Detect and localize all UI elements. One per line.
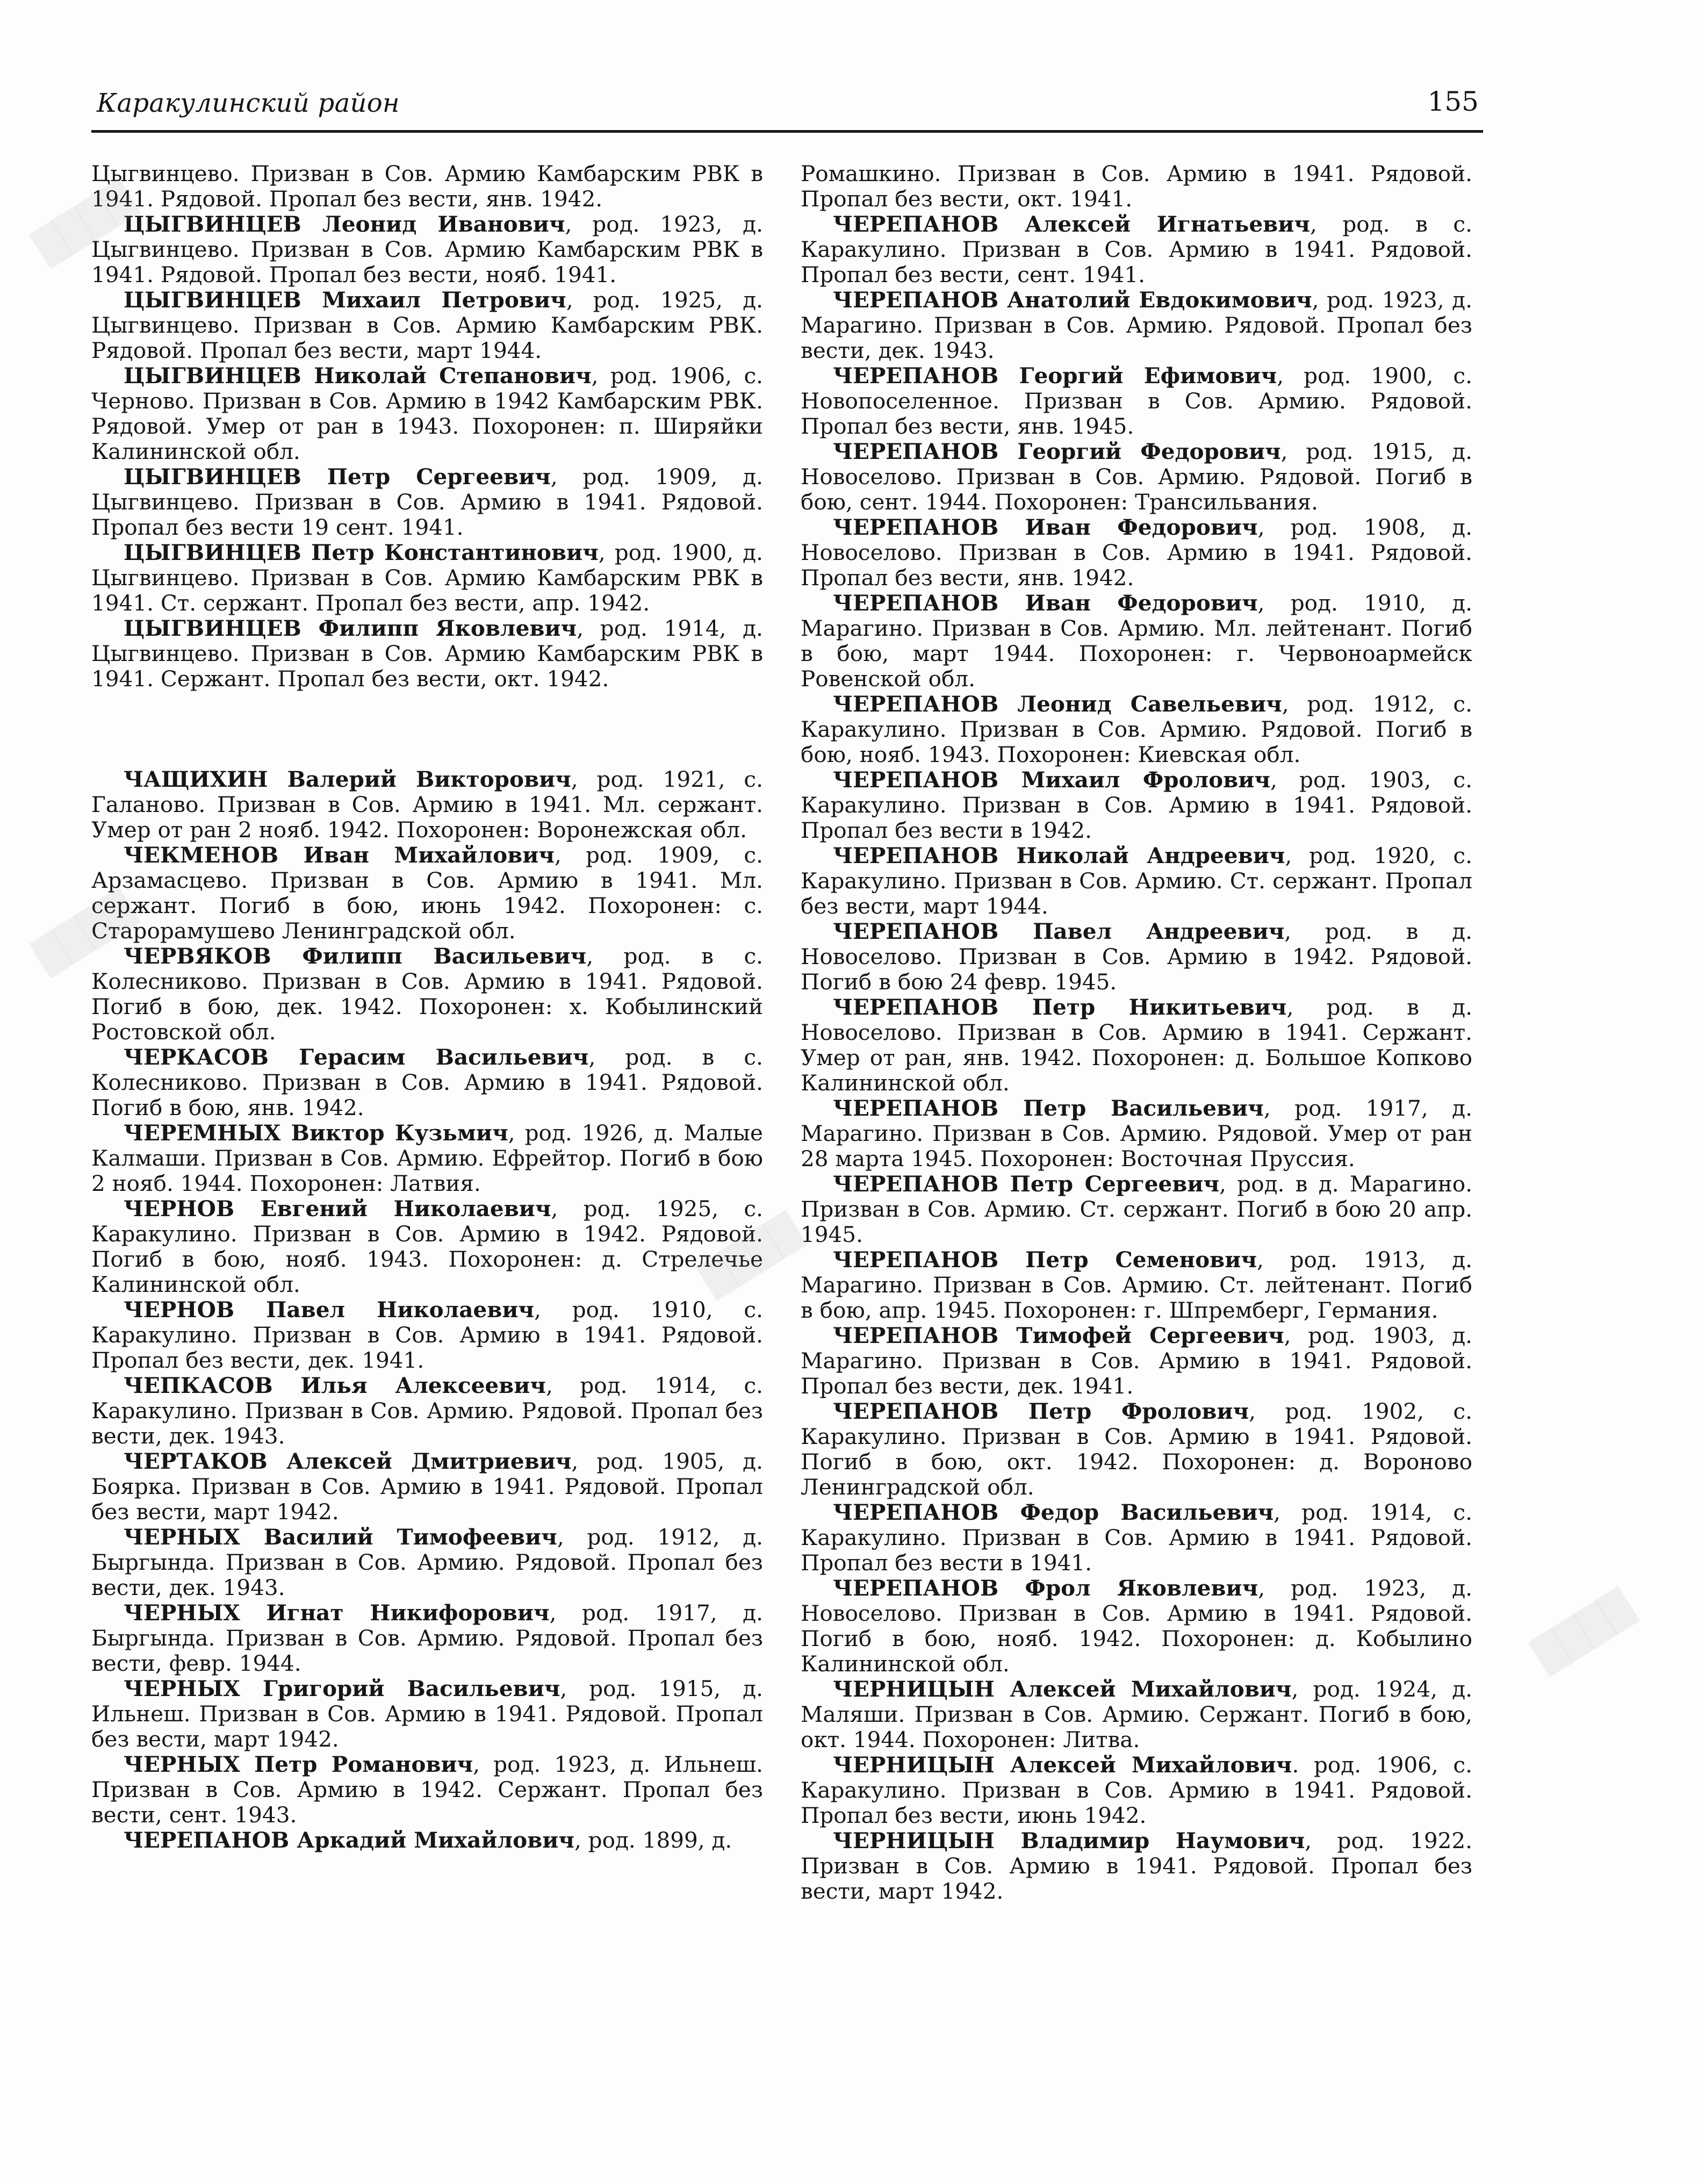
entry <box>801 995 1472 1096</box>
entry <box>91 464 763 540</box>
entry <box>801 515 1472 591</box>
entry-name: ЧЕРЕПАНОВ Петр Васильевич <box>833 1095 1264 1121</box>
entry-text: , род. 1908, д. Новоселово. Призван в Сов. Армию в 1941. Рядовой. Пропал без вести, янв. 1942. <box>801 514 1472 591</box>
entry-name: ЧЕРНИЦЫН Владимир Наумович <box>833 1828 1305 1853</box>
entry <box>801 1677 1472 1752</box>
entry-text: , род. 1915, д. Ильнеш. Призван в Сов. Армию в 1941. Рядовой. Пропал без вести, март 1942. <box>91 1676 763 1752</box>
entry-name: ЧЕРЕПАНОВ Павел Андреевич <box>833 918 1285 944</box>
watermark: ████ <box>30 888 141 979</box>
right-column <box>801 161 1472 1904</box>
entry <box>801 1323 1472 1399</box>
entry-name: ЧЕРЕМНЫХ Виктор Кузьмич <box>124 1120 508 1146</box>
entry <box>801 767 1472 843</box>
entry-text: , род. 1913, д. Марагино. Призван в Сов. Армию. Ст. лейтенант. Погиб в бою, апр. 1945. Похоронен: г. Шпремберг, Германия. <box>801 1247 1473 1323</box>
entry <box>91 161 763 212</box>
entry <box>91 1600 763 1676</box>
entry-name: ЧЕРВЯКОВ Филипп Васильевич <box>124 943 587 969</box>
entry-name: ЧЕКМЕНОВ Иван Михайлович <box>124 842 555 868</box>
entry-text: , род. 1923, д. Новоселово. Призван в Сов. Армию в 1941. Рядовой. Погиб в бою, нояб. 1942. Похоронен: д. Кобылино Калининской обл. <box>801 1575 1473 1677</box>
entry-name: ЧЕРЕПАНОВ Иван Федорович <box>833 590 1258 616</box>
entry <box>91 1297 763 1373</box>
entry-text: , род. 1924, д. Маляши. Призван в Сов. Армию. Сержант. Погиб в бою, окт. 1944. Похоронен: Литва. <box>801 1676 1473 1752</box>
entry-text: , род. 1903, д. Марагино. Призван в Сов. Армию в 1941. Рядовой. Пропал без вести, дек. 1941. <box>801 1323 1473 1399</box>
entry-name: ЧЕРЕПАНОВ Аркадий Михайлович <box>124 1827 574 1853</box>
entry <box>801 1576 1472 1677</box>
entry-name: ЧЕРНЫХ Петр Романович <box>124 1751 473 1777</box>
entry <box>801 1172 1472 1247</box>
entry-name: ЧЕРНОВ Павел Николаевич <box>124 1297 535 1323</box>
entry-text: , род. в с. Колесниково. Призван в Сов. Армию в 1941. Рядовой. Погиб в бою, янв. 1942. <box>91 1044 763 1120</box>
entry-text: , род. 1926, д. Малые Калмаши. Призван в Сов. Армию. Ефрейтор. Погиб в бою 2 нояб. 1944. Похоронен: Латвия. <box>91 1120 763 1196</box>
entry-name: ЧЕРНОВ Евгений Николаевич <box>124 1196 551 1222</box>
watermark: ████ <box>30 179 141 269</box>
entry <box>801 1096 1472 1172</box>
entry-name: ЧЕРЕПАНОВ Тимофей Сергеевич <box>833 1323 1284 1348</box>
entry <box>801 161 1472 212</box>
entry-text: , род. 1921, с. Галаново. Призван в Сов. Армию в 1941. Мл. сержант. Умер от ран 2 нояб. 1942. Похоронен: Воронежская обл. <box>91 766 763 843</box>
entry-text: , род. 1914, с. Каракулино. Призван в Сов. Армию в 1941. Рядовой. Пропал без вести в 1941. <box>801 1499 1472 1576</box>
entry <box>801 919 1472 995</box>
entry <box>801 591 1472 692</box>
entry <box>801 1399 1472 1500</box>
entry-text: , род. 1910, с. Каракулино. Призван в Сов. Армию в 1941. Рядовой. Пропал без вести, дек. 1941. <box>91 1297 763 1373</box>
entry-text: , род. 1906, с. Черново. Призван в Сов. Армию в 1942 Камбарским РВК. Рядовой. Умер от ран в 1943. Похоронен: п. Ширяйки Калининской обл. <box>91 363 763 464</box>
entry-text: , род. 1912, д. Быргында. Призван в Сов. Армию. Рядовой. Пропал без вести, дек. 1943. <box>91 1524 764 1600</box>
entry-name: ЧЕРНИЦЫН Алексей Михайлович <box>833 1676 1292 1702</box>
entry-name: ЧЕРЕПАНОВ Федор Васильевич <box>833 1499 1274 1525</box>
entry-text: , род. 1923, д. Ильнеш. Призван в Сов. Армию в 1942. Сержант. Пропал без вести, сент. 1943. <box>91 1751 764 1828</box>
entry <box>801 1752 1472 1828</box>
entry-text: , род. 1909, д. Цыгвинцево. Призван в Сов. Армию в 1941. Рядовой. Пропал без вести 19 сент. 1941. <box>91 464 763 540</box>
entry-name: ЦЫГВИНЦЕВ Николай Степанович <box>124 363 592 389</box>
entry <box>91 1373 763 1449</box>
entry-text: , род. 1910, д. Марагино. Призван в Сов. Армию. Мл. лейтенант. Погиб в бою, март 1944. Похоронен: г. Червоноармейск Ровенской обл. <box>801 590 1472 692</box>
entry-text: , род. 1902, с. Каракулино. Призван в Сов. Армию в 1941. Рядовой. Погиб в бою, окт. 1942. Похоронен: д. Вороново Ленинградской обл. <box>801 1398 1472 1500</box>
entry-text: , род. 1917, д. Марагино. Призван в Сов. Армию. Рядовой. Умер от ран 28 марта 1945. Похоронен: Восточная Пруссия. <box>801 1095 1472 1172</box>
entry <box>91 540 763 616</box>
entry <box>91 363 763 464</box>
entry-name: ЧЕРЕПАНОВ Петр Семенович <box>833 1247 1257 1273</box>
entry <box>91 944 763 1045</box>
entry-text: , род. 1925, д. Цыгвинцево. Призван в Сов. Армию Камбарским РВК. Рядовой. Пропал без вести, март 1944. <box>91 287 763 363</box>
entry-name: ЦЫГВИНЦЕВ Петр Константинович <box>124 540 599 565</box>
entry-name: ЧЕРЕПАНОВ Георгий Ефимович <box>833 363 1277 389</box>
entry-name: ЧЕРНИЦЫН Алексей Михайлович <box>833 1752 1292 1778</box>
entry-name: ЧЕРНЫХ Василий Тимофеевич <box>124 1524 557 1550</box>
entry <box>801 363 1472 439</box>
entry-text: , род. 1917, д. Быргында. Призван в Сов. Армию. Рядовой. Пропал без вести, февр. 1944. <box>91 1600 763 1676</box>
entry <box>801 288 1472 363</box>
entry-text: , род. 1905, д. Боярка. Призван в Сов. Армию в 1941. Рядовой. Пропал без вести, март 1942. <box>91 1448 763 1525</box>
entry-text: , род. 1899, д. <box>574 1827 732 1853</box>
section-gap <box>91 692 763 767</box>
entry <box>91 212 763 288</box>
entry-name: ЧЕРКАСОВ Герасим Васильевич <box>124 1044 589 1070</box>
entry <box>91 288 763 363</box>
entry <box>91 1120 763 1196</box>
entry-name: ЧАЩИХИН Валерий Викторович <box>124 766 571 792</box>
entry-name: ЧЕРНЫХ Григорий Васильевич <box>124 1676 560 1701</box>
entry <box>801 1247 1472 1323</box>
watermark: ████ <box>696 1211 807 1301</box>
entry-name: ЧЕРЕПАНОВ Петр Фролович <box>833 1398 1249 1424</box>
entry-text: , род. 1920, с. Каракулино. Призван в Сов. Армию. Ст. сержант. Пропал без вести, март 1944. <box>801 843 1472 919</box>
entry <box>801 1828 1472 1904</box>
entry <box>801 439 1472 515</box>
section-title: Каракулинский район <box>97 88 400 118</box>
entry-text: , род. 1900, д. Цыгвинцево. Призван в Сов. Армию Камбарским РВК в 1941. Ст. сержант. Пропал без вести, апр. 1942. <box>91 540 763 616</box>
page-number: 155 <box>1427 86 1479 117</box>
entry <box>801 212 1472 288</box>
entry-text: , род. 1912, с. Каракулино. Призван в Сов. Армию. Рядовой. Погиб в бою, нояб. 1943. Похоронен: Киевская обл. <box>801 691 1472 767</box>
entry-name: ЧЕПКАСОВ Илья Алексеевич <box>124 1373 546 1398</box>
page-header <box>91 81 1483 133</box>
entry-name: ЧЕРНЫХ Игнат Никифорович <box>124 1600 550 1626</box>
left-column <box>91 161 763 1853</box>
entry <box>801 843 1472 919</box>
entry-name: ЧЕРЕПАНОВ Михаил Фролович <box>833 767 1270 793</box>
entry <box>91 843 763 944</box>
entry-text: Цыгвинцево. Призван в Сов. Армию Камбарским РВК в 1941. Рядовой. Пропал без вести, янв. 1942. <box>91 161 763 212</box>
entry-name: ЦЫГВИНЦЕВ Михаил Петрович <box>124 287 566 313</box>
entry-text: , род. 1925, с. Каракулино. Призван в Сов. Армию в 1942. Рядовой. Погиб в бою, нояб. 1943. Похоронен: д. Стрелечье Калининской обл. <box>91 1196 763 1297</box>
entry-name: ЦЫГВИНЦЕВ Филипп Яковлевич <box>124 615 577 641</box>
entry-text: , род. в с. Колесниково. Призван в Сов. Армию в 1941. Рядовой. Погиб в бою, дек. 1942. Похоронен: х. Кобылинский Ростовской обл. <box>91 943 763 1045</box>
entry <box>801 692 1472 767</box>
entry-text: , род. 1909, с. Арзамасцево. Призван в Сов. Армию в 1941. Мл. сержант. Погиб в бою, июнь 1942. Похоронен: с. Старорамушево Ленинградской обл. <box>91 842 763 944</box>
entry <box>91 1196 763 1297</box>
entry-text: , род. в с. Каракулино. Призван в Сов. Армию в 1941. Рядовой. Пропал без вести, сент. 1941. <box>801 211 1472 288</box>
entry-text: , род. 1923, д. Марагино. Призван в Сов. Армию. Рядовой. Пропал без вести, дек. 1943. <box>801 287 1472 363</box>
entry <box>91 1828 763 1853</box>
entry-text: , род. 1922. Призван в Сов. Армию в 1941. Рядовой. Пропал без вести, март 1942. <box>801 1828 1472 1904</box>
entry-text: , род. в д. Марагино. Призван в Сов. Армию. Ст. сержант. Погиб в бою 20 апр. 1945. <box>801 1171 1472 1247</box>
entry <box>91 1045 763 1120</box>
entry-name: ЧЕРЕПАНОВ Анатолий Евдокимович <box>833 287 1312 313</box>
entry-name: ЧЕРЕПАНОВ Фрол Яковлевич <box>833 1575 1258 1601</box>
entry-text: , род. в д. Новоселово. Призван в Сов. Армию в 1942. Рядовой. Погиб в бою 24 февр. 1945. <box>801 918 1472 995</box>
entry <box>91 1676 763 1752</box>
entry <box>91 1449 763 1525</box>
entry-name: ЧЕРЕПАНОВ Николай Андреевич <box>833 843 1285 868</box>
entry <box>91 1752 763 1828</box>
entry-text: . род. 1906, с. Каракулино. Призван в Сов. Армию в 1941. Рядовой. Пропал без вести, июнь 1942. <box>801 1752 1472 1828</box>
entry-text: , род. 1923, д. Цыгвинцево. Призван в Сов. Армию Камбарским РВК в 1941. Рядовой. Пропал без вести, нояб. 1941. <box>91 211 763 288</box>
entry <box>801 1500 1472 1576</box>
entry-text: , род. 1914, д. Цыгвинцево. Призван в Сов. Армию Камбарским РВК в 1941. Сержант. Пропал без вести, окт. 1942. <box>91 615 763 692</box>
entry <box>91 616 763 692</box>
entry-text: , род. 1903, с. Каракулино. Призван в Сов. Армию в 1941. Рядовой. Пропал без вести в 1942. <box>801 767 1472 843</box>
entry-name: ЦЫГВИНЦЕВ Леонид Иванович <box>124 211 565 237</box>
entry-name: ЧЕРЕПАНОВ Петр Сергеевич <box>833 1171 1220 1197</box>
entry-name: ЧЕРЕПАНОВ Леонид Савельевич <box>833 691 1282 717</box>
entry-name: ЧЕРЕПАНОВ Петр Никитьевич <box>833 994 1287 1020</box>
entry-text: Ромашкино. Призван в Сов. Армию в 1941. Рядовой. Пропал без вести, окт. 1941. <box>801 161 1472 212</box>
watermark: ████ <box>1529 1587 1640 1677</box>
entry-text: , род. 1914, с. Каракулино. Призван в Сов. Армию. Рядовой. Пропал без вести, дек. 1943. <box>91 1373 763 1449</box>
entry-text: , род. 1900, с. Новопоселенное. Призван в Сов. Армию. Рядовой. Пропал без вести, янв. 1945. <box>801 363 1472 439</box>
entry-name: ЧЕРЕПАНОВ Георгий Федорович <box>833 439 1281 464</box>
entry-name: ЧЕРТАКОВ Алексей Дмитриевич <box>124 1448 572 1474</box>
entry-text: , род. 1915, д. Новоселово. Призван в Сов. Армию. Рядовой. Погиб в бою, сент. 1944. Похоронен: Трансильвания. <box>801 439 1472 515</box>
entry-text: , род. в д. Новоселово. Призван в Сов. Армию в 1941. Сержант. Умер от ран, янв. 1942. Похоронен: д. Большое Копково Калининской обл. <box>801 994 1472 1096</box>
entry-name: ЧЕРЕПАНОВ Иван Федорович <box>833 514 1258 540</box>
entry <box>91 1525 763 1600</box>
entry-name: ЧЕРЕПАНОВ Алексей Игнатьевич <box>833 211 1310 237</box>
entry <box>91 767 763 843</box>
entry-name: ЦЫГВИНЦЕВ Петр Сергеевич <box>124 464 551 490</box>
